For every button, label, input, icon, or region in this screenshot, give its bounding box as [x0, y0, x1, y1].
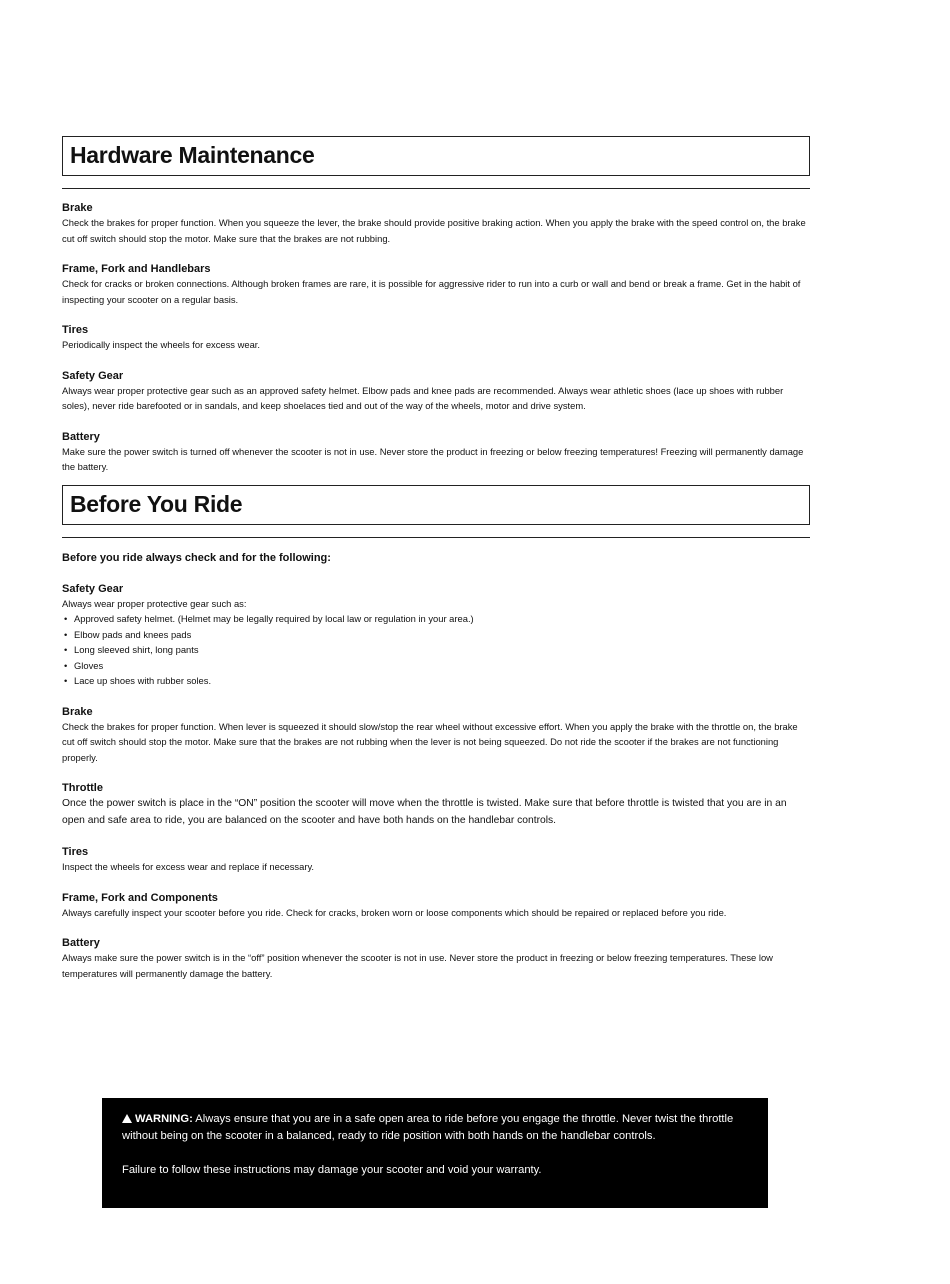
hardware-item-brake: [62, 201, 810, 246]
before-ride-item-brake: [62, 705, 810, 766]
warning-triangle-icon: [122, 1114, 132, 1123]
list-item: • Approved safety helmet. (Helmet may be legally required by local law or regulation in your area.): [64, 613, 474, 624]
warning-label: WARNING:: [135, 1113, 193, 1125]
before-ride-safety-gear: [62, 582, 810, 689]
hardware-maintenance-title: Hardware Maintenance: [70, 142, 315, 168]
before-ride-lead: Before you ride always check and for the following:: [62, 551, 331, 564]
item-body: Make sure the power switch is turned off whenever the scooter is not in use. Never store the product in freezing or below freezing temperatures! Freezing will permanently damage the battery.: [62, 445, 804, 472]
item-body: Always carefully inspect your scooter before you ride. Check for cracks, broken worn or loose components which should be repaired or replaced before you ride.: [62, 906, 727, 918]
document-page: [62, 136, 810, 981]
item-body: Always make sure the power switch is in the “off” position whenever the scooter is not in use. Never store the product in freezing or below freezing temperatures. These low temperatures will permanently damage the battery.: [62, 952, 773, 979]
item-title: Brake: [62, 202, 93, 214]
before-ride-item-tires: [62, 845, 810, 875]
item-body: Check the brakes for proper function. When lever is squeezed it should slow/stop the rear wheel without excessive effort. When you apply the brake with the throttle on, the brake cut off switch should stop the motor. Make sure that the brakes are not rubbing when the lever is not being squeezed. Do not ride the scooter if the brakes are not functioning properly.: [62, 720, 798, 763]
before-you-ride-title: Before You Ride: [70, 490, 243, 517]
item-body: Always wear proper protective gear such as an approved safety helmet. Elbow pads and knee pads are recommended. Always wear athletic shoes (lace up shoes with rubber soles), never ride barefooted or in sandals, and keep shoelaces tied and out of the way of the wheels, motor and drive system.: [62, 384, 784, 411]
item-title: Frame, Fork and Handlebars: [62, 263, 211, 275]
list-item: • Elbow pads and knees pads: [64, 628, 192, 640]
list-item: • Lace up shoes with rubber soles.: [64, 675, 212, 686]
safety-gear-list: [62, 611, 810, 689]
hardware-maintenance-heading: [62, 136, 810, 176]
section-divider: [62, 537, 810, 538]
item-title: Safety Gear: [62, 582, 124, 595]
item-title: Throttle: [62, 782, 103, 794]
before-ride-item-throttle: [62, 781, 810, 829]
list-item: • Long sleeved shirt, long pants: [64, 644, 199, 655]
hardware-item-frame: [62, 262, 810, 307]
item-title: Frame, Fork and Components: [62, 891, 218, 904]
warning-footer: Failure to follow these instructions may damage your scooter and void your warranty.: [122, 1164, 542, 1176]
before-you-ride-heading: [62, 485, 810, 525]
section-divider: [62, 188, 810, 189]
item-body: Once the power switch is place in the “ON” position the scooter will move when the throttle is twisted. Make sure that before throttle is twisted that you are in an open and safe area to ride, you are balanced on the scooter and have both hands on the handlebar controls.: [62, 798, 787, 826]
item-body: Always wear proper protective gear such as:: [62, 597, 247, 609]
item-body: Check the brakes for proper function. When you squeeze the lever, the brake should provide positive braking action. When you apply the brake with the speed control on, the brake cut off switch should stop the motor. Make sure that the brakes are not rubbing.: [62, 217, 806, 244]
item-body: Periodically inspect the wheels for excess wear.: [62, 339, 261, 350]
item-title: Battery: [62, 430, 100, 443]
hardware-item-tires: [62, 323, 810, 353]
item-title: Battery: [62, 937, 100, 949]
before-ride-item-battery: [62, 936, 810, 981]
warning-message: Always ensure that you are in a safe open area to ride before you engage the throttle. Never twist the throttle without being on the scooter in a balanced, ready to ride position with both hands on the handlebar controls.: [122, 1113, 734, 1142]
item-title: Tires: [62, 846, 89, 858]
warning-box: [102, 1098, 768, 1208]
before-ride-item-frame: [62, 891, 810, 921]
item-body: Check for cracks or broken connections. Although broken frames are rare, it is possible for aggressive rider to run into a curb or wall and bend or break a frame. Get in the habit of inspecting your scooter on a regular basis.: [62, 278, 801, 305]
item-title: Tires: [62, 324, 89, 336]
warning-text: [122, 1111, 750, 1145]
list-item: • Gloves: [64, 659, 104, 671]
hardware-item-safety-gear: [62, 369, 810, 414]
hardware-item-battery: [62, 430, 810, 475]
item-body: Inspect the wheels for excess wear and replace if necessary.: [62, 861, 315, 872]
item-title: Safety Gear: [62, 369, 124, 382]
item-title: Brake: [62, 705, 93, 718]
